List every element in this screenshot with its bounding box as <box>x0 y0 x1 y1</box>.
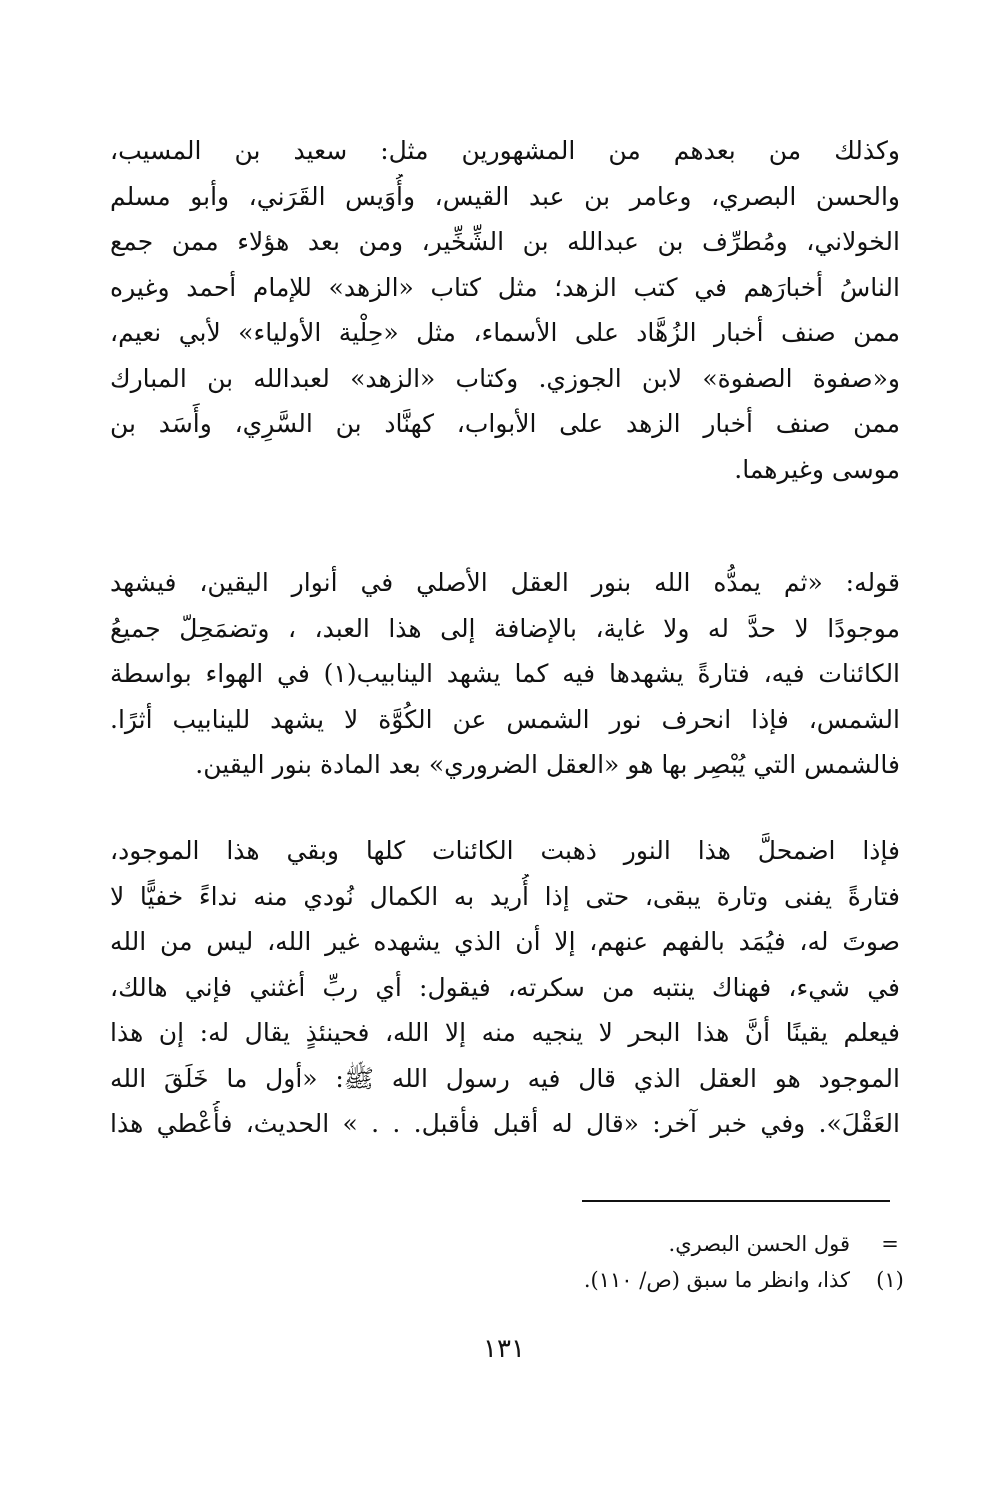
text-line: و«صفوة الصفوة» لابن الجوزي. وكتاب «الزهد» لعبدالله بن المبارك <box>110 363 900 393</box>
footnote-mark: (١) <box>876 1268 904 1292</box>
page-number: ١٣١ <box>483 1334 525 1364</box>
text-line: فإذا اضمحلَّ هذا النور ذهبت الكائنات كلها وبقي هذا الموجود، <box>110 836 900 865</box>
footnote-separator <box>582 1200 890 1202</box>
text-line: فيعلم يقينًا أنَّ هذا البحر لا ينجيه منه إلا الله، فحينئذٍ يقال له: إن هذا <box>110 1018 900 1047</box>
text-line: موجودًا لا حدَّ له ولا غاية، بالإضافة إلى هذا العبد، ، وتضمَحِلّ جميعُ <box>110 613 900 643</box>
text-line: الخولاني، ومُطرِّف بن عبدالله بن الشِّخِّير، ومن بعد هؤلاء ممن جمع <box>110 227 900 256</box>
footnote-mark: = <box>881 1232 899 1256</box>
text-line: الشمس، فإذا انحرف نور الشمس عن الكُوَّة لا يشهد للينابيب أثرًا. <box>110 704 900 734</box>
text-line: صوتَ له، فيُمَد بالفهم عنهم، إلا أن الذي يشهده غير الله، ليس من الله <box>110 927 900 956</box>
footnotes <box>110 1226 910 1298</box>
text-line: فالشمس التي يُبْصِر بها هو «العقل الضروري» بعد المادة بنور اليقين. <box>195 750 900 779</box>
text-line: الكائنات فيه، فتارةً يشهدها فيه كما يشهد الينابيب(١) في الهواء بواسطة <box>110 659 900 688</box>
text-line: ممن صنف أخبار الزُهَّاد على الأسماء، مثل «حِلْية الأولياء» لأبي نعيم، <box>110 318 900 347</box>
text-line: فتارةً يفنى وتارة يبقى، حتى إذا أُريد به الكمال نُودي منه نداءً خفيًّا لا <box>110 881 900 911</box>
text-line: في شيء، فهناك ينتبه من سكرته، فيقول: أي ربِّ أغثني فإني هالك، <box>110 972 900 1002</box>
text-line: الناسُ أخبارَهم في كتب الزهد؛ مثل كتاب «الزهد» للإمام أحمد وغيره <box>110 272 900 302</box>
text-line: وكذلك من بعدهم من المشهورين مثل: سعيد بن المسيب، <box>110 136 900 165</box>
footnote-text: كذا، وانظر ما سبق (ص/ ١١٠). <box>583 1268 850 1292</box>
paragraph-3 <box>110 828 900 1147</box>
text-line: والحسن البصري، وعامر بن عبد القيس، وأُوَيس القَرَني، وأبو مسلم <box>110 181 900 211</box>
text-line: قوله: «ثم يمدُّه الله بنور العقل الأصلي في أنوار اليقين، فيشهد <box>110 568 900 597</box>
text-line: موسى وغيرهما. <box>734 454 900 484</box>
text-line: ممن صنف أخبار الزهد على الأبواب، كهنَّاد بن السَّرِي، وأَسَد بن <box>110 409 900 438</box>
footnote-text: قول الحسن البصري. <box>668 1232 850 1256</box>
text-line: العَقْلَ». وفي خبر آخر: «قال له أقبل فأقبل. . . » الحديث، فأُعْطي هذا <box>110 1109 900 1138</box>
text-line: الموجود هو العقل الذي قال فيه رسول الله ﷺ: «أول ما خَلَقَ الله <box>110 1063 900 1093</box>
paragraph-1 <box>110 128 900 492</box>
paragraph-2 <box>110 560 900 788</box>
footnote-continuation <box>110 1226 910 1262</box>
footnote-1 <box>110 1262 910 1298</box>
